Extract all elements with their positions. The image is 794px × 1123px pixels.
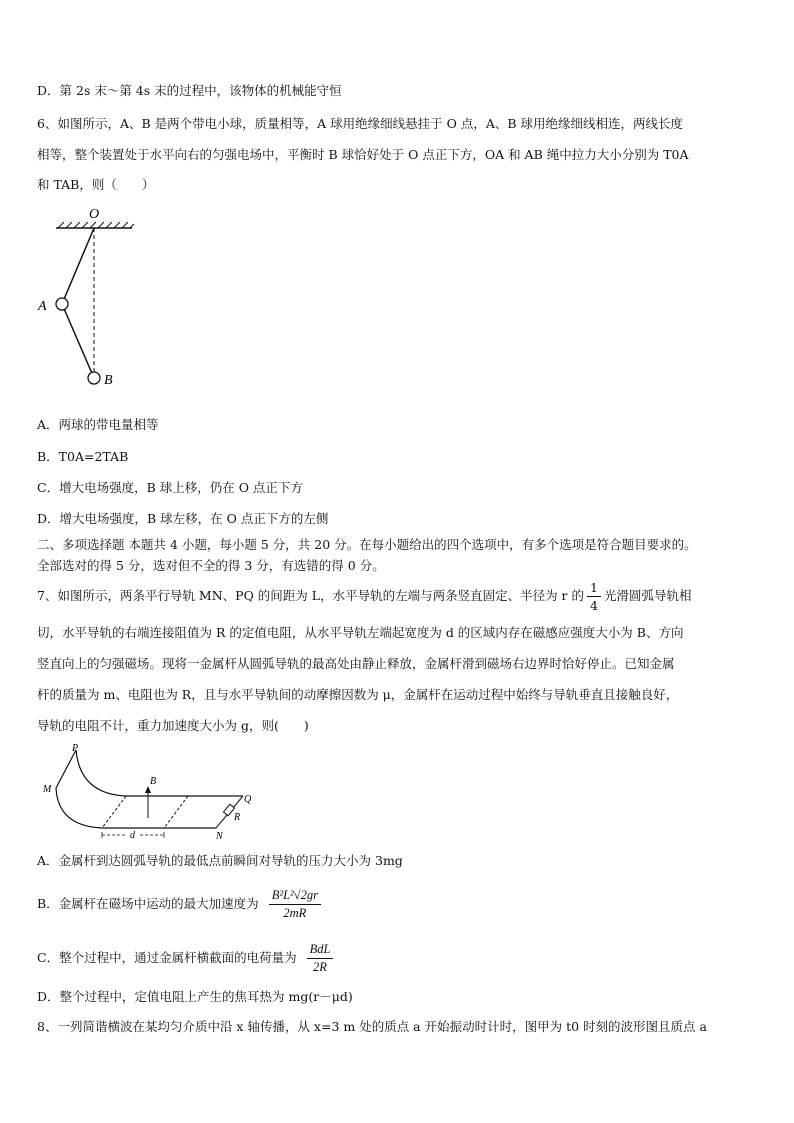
q6-option-c: C．增大电场强度，B 球上移，仍在 O 点正下方: [37, 480, 303, 495]
label-r: R: [234, 812, 241, 823]
ball-b: [88, 372, 100, 384]
rail-mn: [56, 788, 216, 828]
q7-option-d: D．整个过程中，定值电阻上产生的焦耳热为 mg(r－μd): [37, 989, 353, 1004]
thread-oa: [62, 228, 94, 304]
b-arrow-head: [145, 786, 151, 793]
q7-option-c: [37, 938, 760, 978]
q7-option-b-text: B．金属杆在磁场中运动的最大加速度为: [37, 896, 259, 911]
option-b-denominator: 2mR: [283, 905, 307, 920]
q5-option-d: D．第 2s 末～第 4s 末的过程中，该物体的机械能守恒: [37, 83, 342, 98]
label-b-field: B: [150, 776, 157, 787]
q7-line1-text: 7、如图所示，两条平行导轨 MN、PQ 的间距为 L，水平导轨的左端与两条竖直固定、半径为 r 的: [37, 588, 584, 603]
thread-ab: [62, 304, 94, 378]
rail-pq: [76, 750, 243, 796]
label-b: B: [104, 373, 113, 388]
label-q: Q: [244, 794, 252, 805]
label-d: d: [130, 830, 135, 841]
q6-option-b: B．T0A=2TAB: [37, 449, 129, 464]
q7-stem-line3: 竖直向上的匀强磁场。现将一金属杆从圆弧导轨的最高处由静止释放，金属杆滑到磁场右边界时恰好停止。已知金属: [37, 656, 675, 671]
quarter-fraction: [587, 579, 601, 614]
option-b-numerator: B²L²√2gr: [269, 887, 321, 905]
q6-stem-line1: 6、如图所示，A、B 是两个带电小球，质量相等，A 球用绝缘细线悬挂于 O 点，A、B 球用绝缘细线相连，两线长度: [37, 116, 684, 131]
resistor-symbol: [223, 804, 234, 816]
q6-stem-line3: 和 TAB，则（ ）: [37, 177, 155, 192]
fraction-numerator: 1: [587, 579, 601, 597]
option-b-fraction: [269, 887, 321, 922]
section2-heading-line2: 全部选对的得 5 分，选对但不全的得 3 分，有选错的得 0 分。: [37, 558, 385, 573]
q7-line1-tail: 光滑圆弧导轨相: [603, 588, 692, 603]
label-m: M: [43, 784, 52, 795]
q7-option-a: A．金属杆到达圆弧导轨的最低点前瞬间对导轨的压力大小为 3mg: [37, 853, 403, 868]
q6-figure-pendulum: [34, 200, 164, 396]
q7-stem-line2: 切，水平导轨的右端连接阻值为 R 的定值电阻，从水平导轨左端起宽度为 d 的区域内存在磁感应强度大小为 B、方向: [37, 625, 684, 640]
option-c-fraction: [307, 941, 334, 976]
option-c-denominator: 2R: [313, 959, 327, 974]
q7-option-b: [37, 884, 760, 924]
ceiling-hatch: [58, 222, 134, 228]
label-p: P: [72, 743, 79, 754]
field-right-boundary: [164, 796, 188, 828]
q6-option-a: A．两球的带电量相等: [37, 417, 159, 432]
q6-option-d: D．增大电场强度，B 球左移，在 O 点正下方的左侧: [37, 511, 329, 526]
q8-stem-line1: 8、一列简谐横波在某均匀介质中沿 x 轴传播，从 x=3 m 处的质点 a 开始振动时计时，图甲为 t0 时刻的波形图且质点 a: [37, 1019, 707, 1034]
option-c-numerator: BdL: [307, 941, 334, 959]
q7-stem-line1: [37, 578, 760, 614]
top-crossbar: [56, 750, 76, 788]
q7-figure-rails: [38, 742, 258, 842]
fraction-denominator: 4: [590, 597, 598, 613]
ball-a: [56, 298, 68, 310]
label-n: N: [216, 831, 223, 842]
q7-option-c-text: C．整个过程中，通过金属杆横截面的电荷量为: [37, 950, 297, 965]
q6-stem-line2: 相等，整个装置处于水平向右的匀强电场中，平衡时 B 球恰好处于 O 点正下方，OA 和 AB 绳中拉力大小分别为 T0A: [37, 147, 689, 162]
q7-stem-line5: 导轨的电阻不计，重力加速度大小为 g，则( ): [37, 718, 309, 733]
q7-stem-line4: 杆的质量为 m、电阻也为 R，且与水平导轨间的动摩擦因数为 μ，金属杆在运动过程中始终与导轨垂直且接触良好，: [37, 687, 679, 702]
label-a: A: [38, 299, 47, 314]
section2-heading-line1: 二、多项选择题 本题共 4 小题，每小题 5 分，共 20 分。在每小题给出的四个选项中，有多个选项是符合题目要求的。: [37, 537, 697, 552]
field-left-boundary: [102, 796, 126, 828]
label-o: O: [89, 207, 100, 222]
